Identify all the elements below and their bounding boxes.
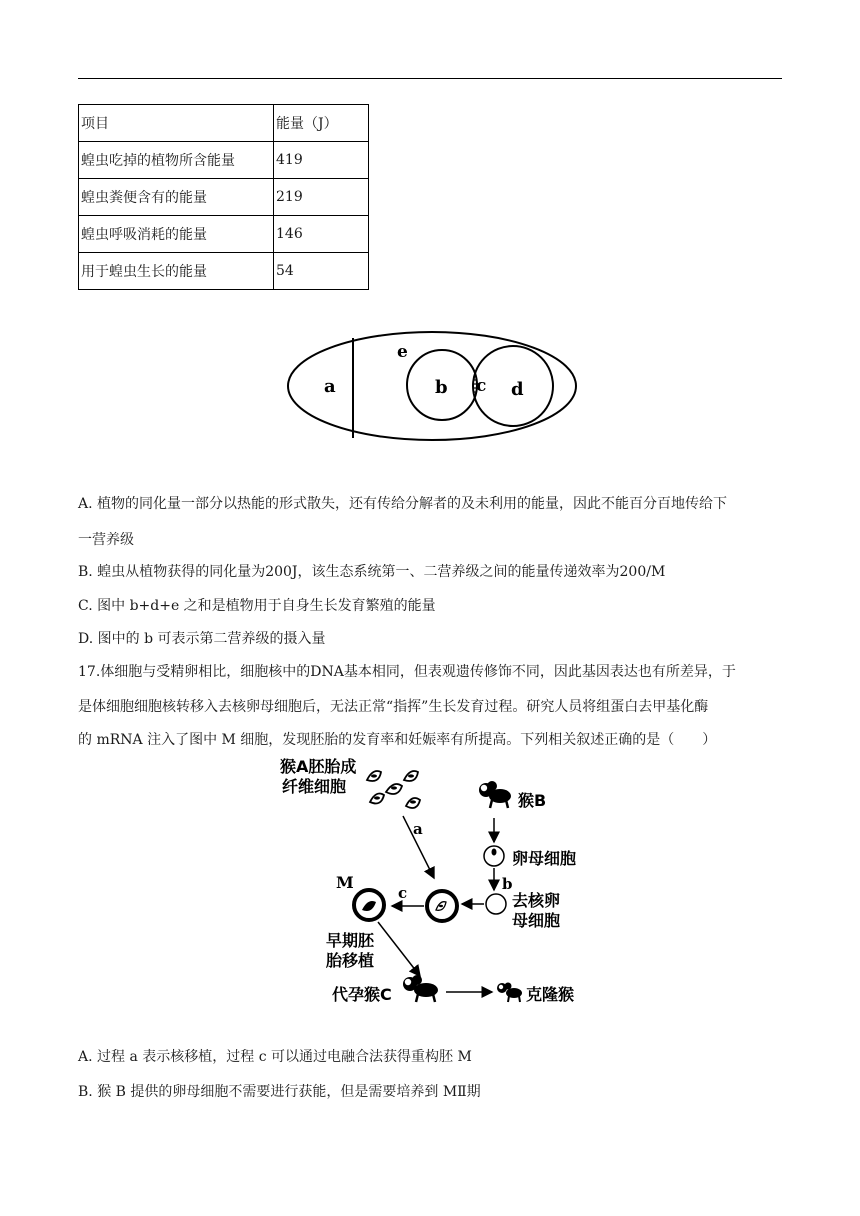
row-value: 219 [274, 179, 369, 216]
surrogate-label: 代孕猴C [332, 985, 392, 1004]
q17-option-b: B. 猴 B 提供的卵母细胞不需要进行获能，但是需要培养到 MⅡ期 [78, 1084, 481, 1100]
cloning-diagram [270, 752, 600, 1012]
q16-option-a-line1: A. 植物的同化量一部分以热能的形式散失，还有传给分解者的及未利用的能量，因此不能百分百地传给下 [78, 496, 728, 512]
row-item: 用于蝗虫生长的能量 [79, 253, 274, 290]
arrow-a-label: a [413, 820, 423, 838]
row-value: 146 [274, 216, 369, 253]
q17-stem-line1: 17.体细胞与受精卵相比，细胞核中的DNA基本相同，但表观遗传修饰不同，因此基因表达也有所差异，于 [78, 664, 736, 680]
label-e: e [397, 342, 408, 362]
fibroblast-label-2: 纤维细胞 [282, 777, 347, 796]
label-b: b [435, 377, 448, 398]
header-rule [78, 78, 782, 79]
q16-option-d: D. 图中的 b 可表示第二营养级的摄入量 [78, 631, 326, 647]
row-value: 419 [274, 142, 369, 179]
q17-option-a: A. 过程 a 表示核移植，过程 c 可以通过电融合法获得重构胚 M [78, 1049, 472, 1065]
monkey-b-label: 猴B [518, 791, 547, 810]
label-c: c [476, 376, 487, 396]
enucleated-label-1: 去核卵 [512, 891, 561, 910]
table-row [79, 253, 369, 290]
row-item: 蝗虫呼吸消耗的能量 [79, 216, 274, 253]
q17-stem-line3: 的 mRNA 注入了图中 M 细胞，发现胚胎的发育率和妊娠率有所提高。下列相关叙述正确的是（ ） [78, 732, 717, 748]
cloned-monkey-icon [497, 983, 522, 1003]
surrogate-monkey-icon [403, 975, 438, 1002]
enucleated-egg [486, 894, 506, 914]
header-value: 能量（J） [274, 105, 369, 142]
table-header-row [79, 105, 369, 142]
label-a: a [324, 376, 336, 397]
row-item: 蝗虫吃掉的植物所含能量 [79, 142, 274, 179]
transfer-label-1: 早期胚 [326, 931, 375, 950]
header-item: 项目 [79, 105, 274, 142]
q16-option-c: C. 图中 b+d+e 之和是植物用于自身生长发育繁殖的能量 [78, 598, 436, 614]
table-row [79, 179, 369, 216]
q17-stem-line2: 是体细胞细胞核转移入去核卵母细胞后，无法正常“指挥”生长发育过程。研究人员将组蛋白去甲基化酶 [78, 699, 709, 715]
fibroblast-label-1: 猴A胚胎成 [280, 757, 357, 776]
monkey-b-icon [479, 781, 511, 808]
table-row [79, 216, 369, 253]
cloned-label: 克隆猴 [526, 985, 575, 1004]
table-row [79, 142, 369, 179]
arrow-b-label: b [502, 875, 513, 893]
transfer-label-2: 胎移植 [326, 951, 375, 970]
egg-cell-label: 卵母细胞 [512, 849, 577, 868]
row-value: 54 [274, 253, 369, 290]
q16-option-b: B. 蝗虫从植物获得的同化量为200J，该生态系统第一、二营养级之间的能量传递效率为200/M [78, 564, 666, 580]
enucleated-label-2: 母细胞 [512, 911, 561, 930]
energy-table [78, 104, 369, 290]
venn-diagram [280, 330, 580, 445]
label-m: M [336, 873, 354, 892]
label-d: d [511, 379, 524, 400]
arrow-c-label: c [398, 884, 408, 902]
q16-option-a-line2: 一营养级 [78, 532, 134, 548]
arrow-m-to-surrogate [378, 922, 420, 976]
row-item: 蝗虫粪便含有的能量 [79, 179, 274, 216]
